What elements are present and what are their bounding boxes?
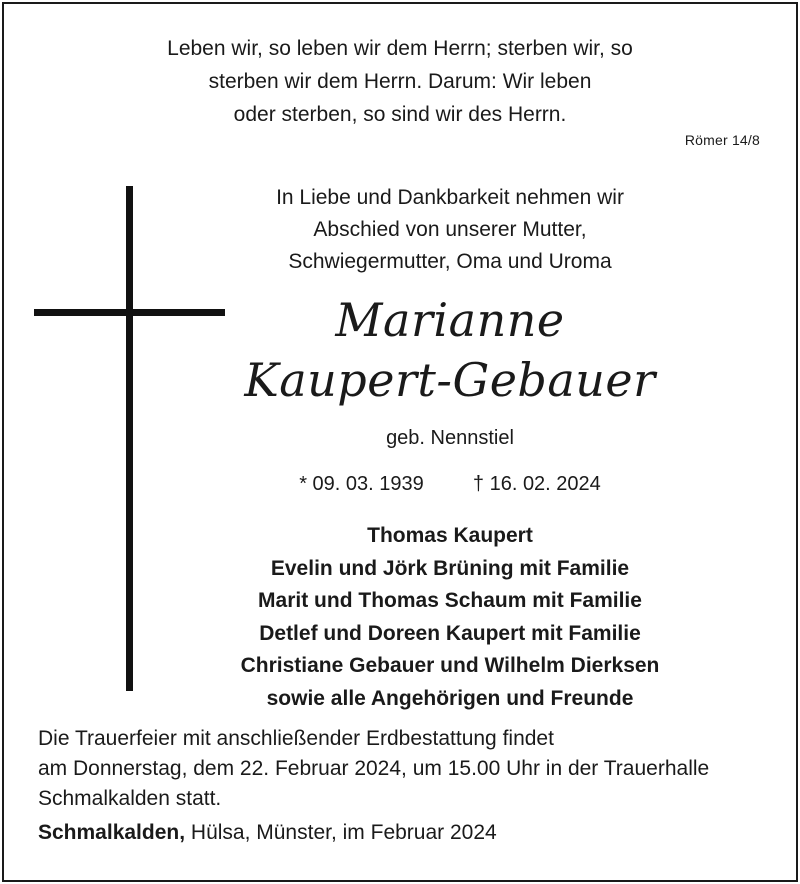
deceased-last-name: Kaupert-Gebauer [244,353,656,407]
verse-line: sterben wir dem Herrn. Darum: Wir leben [208,70,592,93]
deceased-first-name: Marianne [335,293,565,347]
mourner-line: Evelin und Jörk Brüning mit Familie [270,556,630,580]
place-bold: Schmalkalden, [38,821,186,844]
intro-line: In Liebe und Dankbarkeit nehmen wir [276,186,624,209]
intro-line: Abschied von unserer Mutter, [313,218,587,241]
mourner-line: Christiane Gebauer und Wilhelm Dierksen [240,654,660,677]
cross-icon-bar [34,309,225,316]
mourner-line: Detlef und Doreen Kaupert mit Familie [259,621,641,645]
funeral-info [38,724,778,814]
birth-symbol: * [299,473,307,495]
mourner-line: sowie alle Angehörigen und Freunde [266,686,634,710]
birth-date: 09. 03. 1939 [312,473,424,495]
death-date: 16. 02. 2024 [489,473,601,495]
verse-reference: Römer 14/8 [684,132,760,148]
intro-line: Schwiegermutter, Oma und Uroma [288,250,612,273]
mourner-line: Marit und Thomas Schaum mit Familie [258,589,642,612]
mourners-list [200,520,700,715]
place-rest: Hülsa, Münster, im Februar 2024 [185,821,497,844]
funeral-line: am Donnerstag, dem 22. Februar 2024, um 15.00 Uhr in der Trauerhalle [38,757,710,780]
life-dates [230,470,670,498]
funeral-line: Schmalkalden statt. [38,787,222,810]
verse-line: Leben wir, so leben wir dem Herrn; sterben wir, so [167,37,633,60]
deceased-name [230,290,670,410]
birth-name: geb. Nennstiel [386,427,514,449]
death-symbol: † [472,473,485,495]
cross-icon [126,186,133,691]
bible-verse [0,32,800,131]
mourner-line: Thomas Kaupert [367,524,533,547]
verse-line: oder sterben, so sind wir des Herrn. [233,103,567,126]
funeral-line: Die Trauerfeier mit anschließender Erdbestattung findet [38,727,554,750]
place-and-date [38,818,778,848]
intro-text [230,182,670,278]
